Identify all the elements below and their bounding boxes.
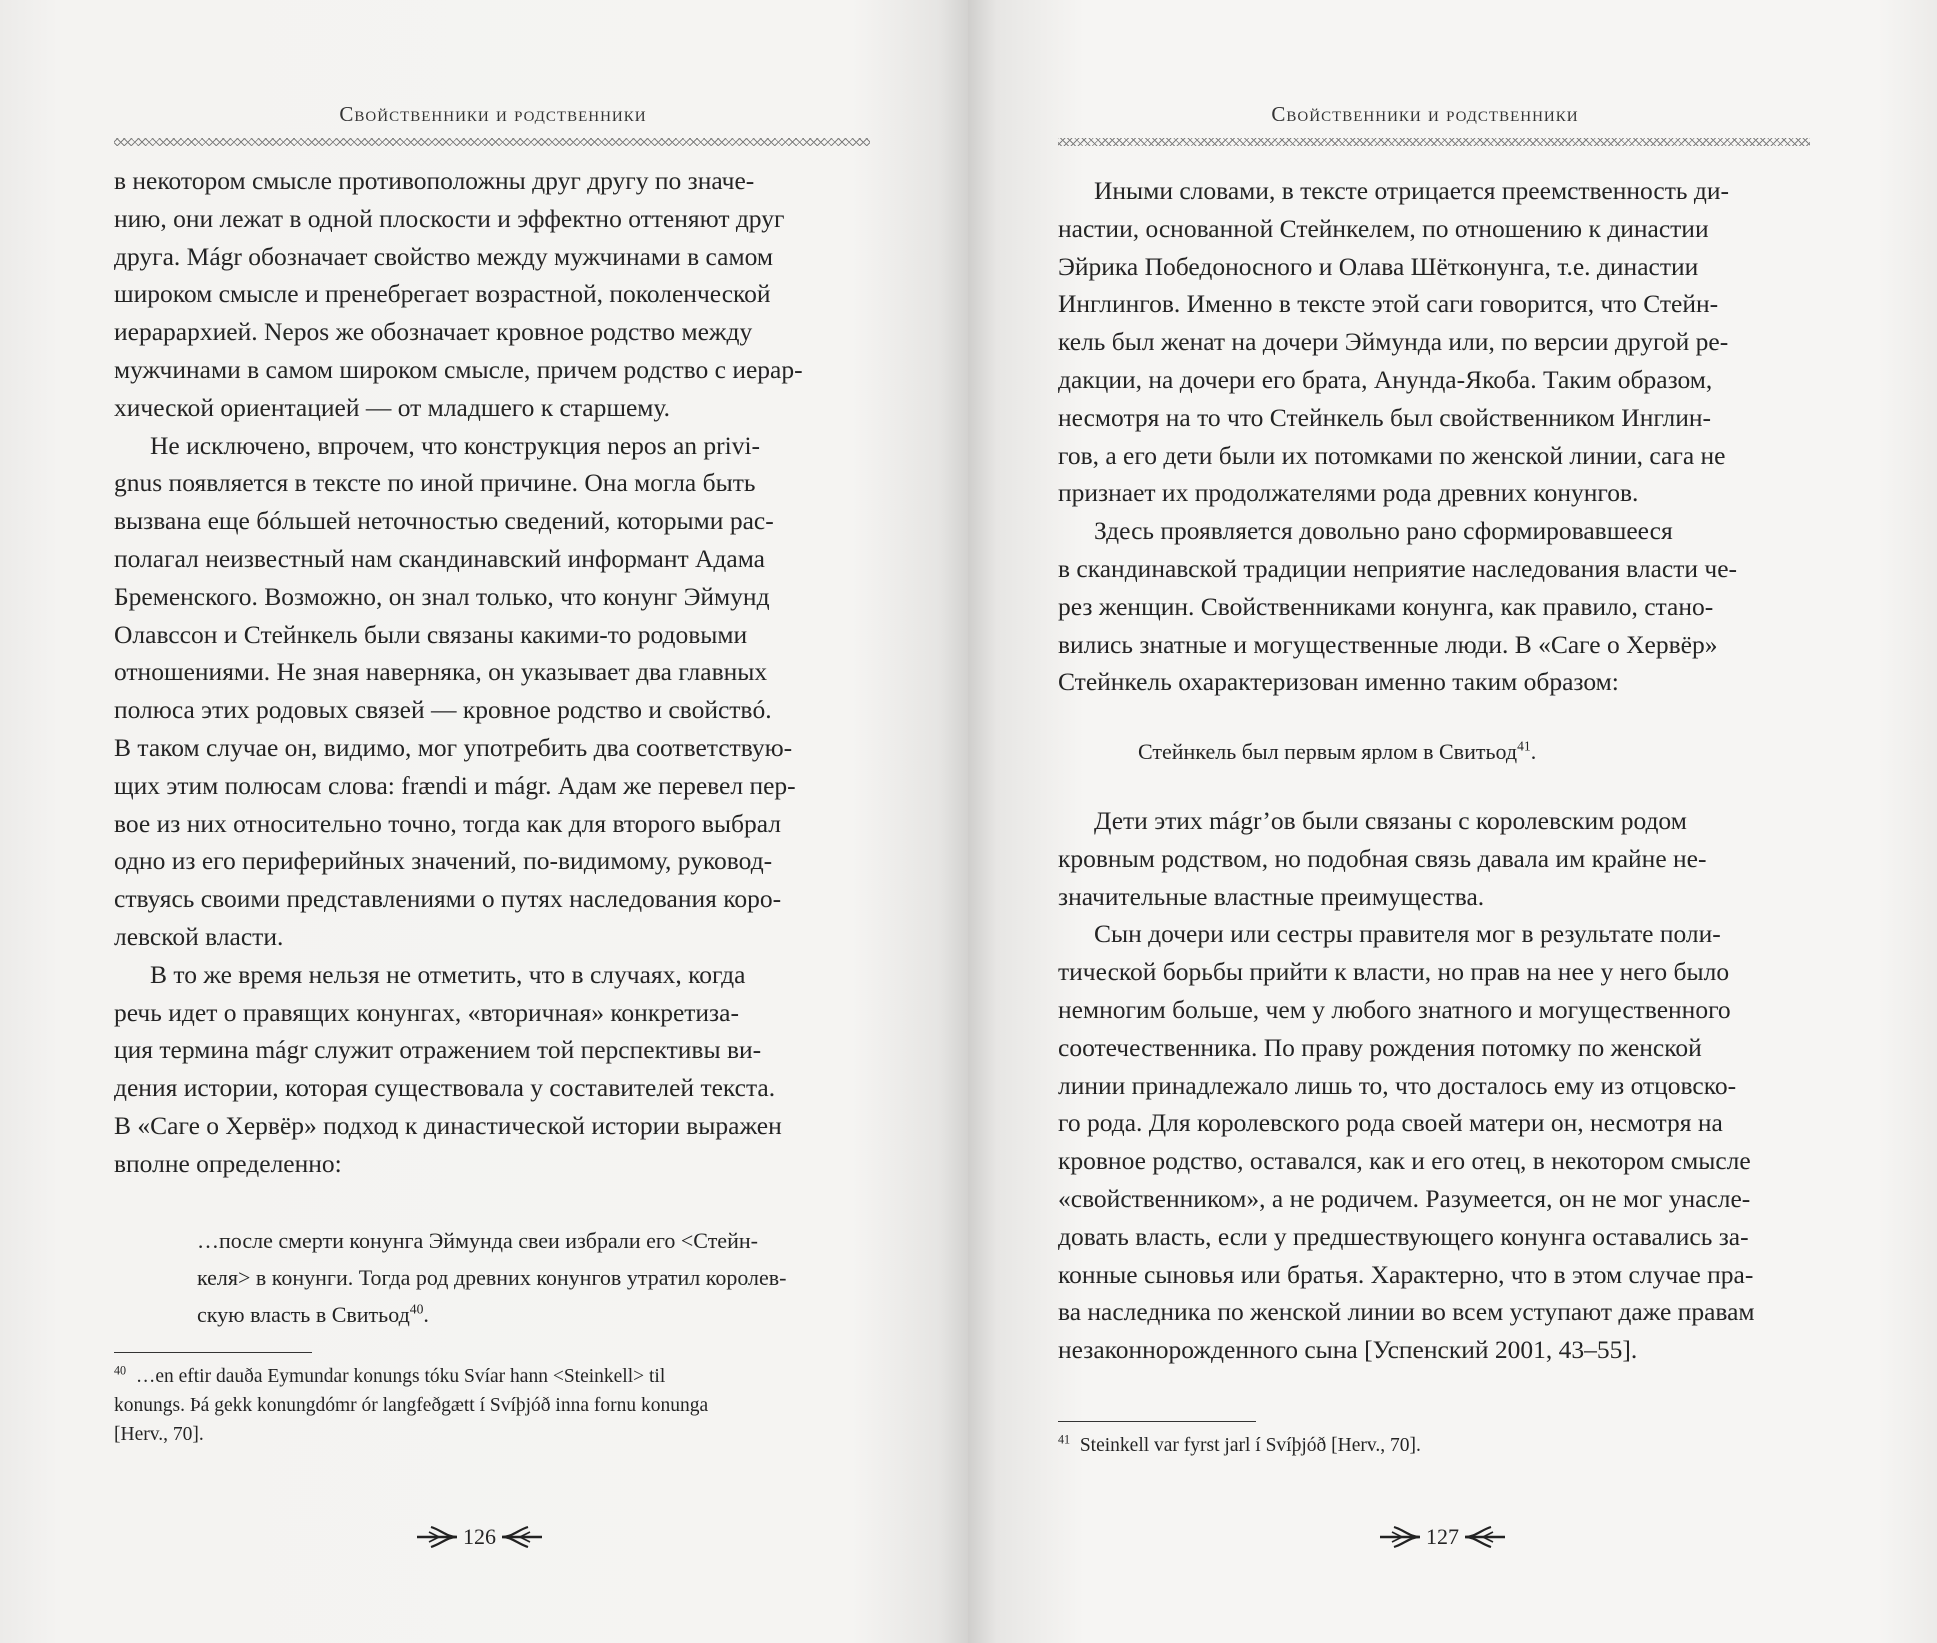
text-line: речь идет о правящих конунгах, «вторичная» конкретиза- xyxy=(114,997,739,1027)
text-line: конные сыновья или братья. Характерно, что в этом случае пра- xyxy=(1058,1259,1754,1289)
running-header: Свойственники и родственники xyxy=(1271,102,1579,126)
text-line: Олавссон и Стейнкель были связаны какими-то родовыми xyxy=(114,619,748,649)
text-line: тической борьбы прийти к власти, но прав на нее у него было xyxy=(1058,957,1730,987)
text-line: признает их продолжателями рода древних конунгов. xyxy=(1058,478,1639,508)
text-line: иерарархией. Nepos же обозначает кровное родство между xyxy=(114,317,753,347)
text-line: гов, а его дети были их потомками по женской линии, сага не xyxy=(1058,440,1726,470)
text-line: Бременского. Возможно, он знал только, что конунг Эймунд xyxy=(114,581,770,611)
page-number: 126 xyxy=(463,1524,496,1549)
running-header: Свойственники и родственники xyxy=(339,102,647,126)
text-line: мужчинами в самом широком смысле, причем родство с иерар- xyxy=(114,354,803,384)
quote-line: Стейнкель был первым ярлом в Свитьод$^{41}$. xyxy=(1138,738,1537,764)
text-line: в скандинавской традиции неприятие наследования власти че- xyxy=(1058,553,1738,583)
text-line: немногим больше, чем у любого знатного и могущественного xyxy=(1058,994,1731,1024)
footnote-line: konungs. Þá gekk konungdómr ór langfeðgætt í Svíþjóð inna fornu konunga xyxy=(114,1395,709,1416)
footnote-line: $^{41}$ Steinkell var fyrst jarl í Svíþjóð [Herv., 70]. xyxy=(1058,1432,1421,1456)
footnote-line: $^{40}$ …en eftir dauða Eymundar konungs tóku Svíar hann <Steinkell> til xyxy=(114,1363,666,1387)
text-line: Инглингов. Именно в тексте этой саги говорится, что Стейн- xyxy=(1058,289,1719,319)
text-line: gnus появляется в тексте по иной причине. Она могла быть xyxy=(114,468,756,498)
quote-line: …после смерти конунга Эймунда свеи избрали его <Стейн- xyxy=(197,1228,758,1253)
block-quote xyxy=(1138,733,1810,770)
text-line: В таком случае он, видимо, мог употребить два соответствую- xyxy=(114,732,793,762)
text-line: ция термина mágr служит отражением той перспективы ви- xyxy=(114,1035,762,1065)
text-line: Здесь проявляется довольно рано сформировавшееся xyxy=(1094,516,1673,546)
text-line: полюса этих родовых связей — кровное родство и свойствó. xyxy=(114,695,772,725)
footnote xyxy=(114,1362,871,1449)
text-line: соотечественника. По праву рождения потомку по женской xyxy=(1058,1032,1702,1062)
text-line: одно из его периферийных значений, по-видимому, руковод- xyxy=(114,846,773,876)
text-line: несмотря на то что Стейнкель был свойственником Инглин- xyxy=(1058,402,1712,432)
text-line: ствуясь своими представлениями о путях наследования коро- xyxy=(114,884,782,914)
quote-line: скую власть в Свитьод$^{40}$. xyxy=(197,1301,429,1327)
folio-ornament-right-icon xyxy=(500,1524,542,1550)
text-line: незаконнорожденного сына [Успенский 2001, 43–55]. xyxy=(1058,1335,1638,1365)
text-line: кровное родство, оставался, как и его отец, в некотором смысле xyxy=(1058,1146,1751,1176)
text-line: настии, основанной Стейнкелем, по отношению к династии xyxy=(1058,213,1709,243)
page-number-ornament xyxy=(1380,1519,1505,1555)
text-line: в некотором смысле противоположны друг другу по значе- xyxy=(114,166,755,195)
page-number: 127 xyxy=(1426,1524,1459,1549)
text-line: кровным родством, но подобная связь давала им крайне не- xyxy=(1058,843,1707,873)
folio-ornament-left-icon xyxy=(1380,1524,1422,1550)
text-line: Иными словами, в тексте отрицается преемственность ди- xyxy=(1094,176,1730,205)
text-line: Сын дочери или сестры правителя мог в результате поли- xyxy=(1094,919,1721,949)
text-line: нию, они лежат в одной плоскости и эффектно оттеняют друг xyxy=(114,203,785,233)
text-line: рез женщин. Свойственниками конунга, как правило, стано- xyxy=(1058,591,1714,621)
folio-ornament-right-icon xyxy=(1463,1524,1505,1550)
block-quote xyxy=(197,1222,871,1333)
text-line: левской власти. xyxy=(114,921,284,951)
text-line: хической ориентацией — от младшего к старшему. xyxy=(114,392,671,422)
text-line: вполне определенно: xyxy=(114,1148,342,1178)
footnote-separator xyxy=(1058,1421,1256,1422)
text-line: дения истории, которая существовала у составителей текста. xyxy=(114,1073,776,1103)
text-line: друга. Mágr обозначает свойство между мужчинами в самом xyxy=(114,241,773,271)
text-line: довать власть, если у предшествующего конунга оставались за- xyxy=(1058,1221,1749,1251)
text-line: полагал неизвестный нам скандинавский информант Адама xyxy=(114,543,765,573)
folio-ornament-left-icon xyxy=(417,1524,459,1550)
footnote-separator xyxy=(114,1352,312,1353)
text-line: «свойственником», а не родичем. Разумеется, он не мог унасле- xyxy=(1058,1183,1751,1213)
text-line: ва наследника по женской линии во всем уступают даже правам xyxy=(1058,1297,1755,1327)
footnote-reference: 40 xyxy=(409,1301,424,1317)
ornamental-rule xyxy=(1058,138,1810,146)
text-line: Стейнкель охарактеризован именно таким образом: xyxy=(1058,667,1619,697)
text-line: щих этим полюсам слова: frændi и mágr. Адам же перевел пер- xyxy=(114,770,796,800)
text-line: вызвана еще бóльшей неточностью сведений, которыми рас- xyxy=(114,506,774,536)
text-line: отношениями. Не зная наверняка, он указывает два главных xyxy=(114,657,768,687)
text-line: кель был женат на дочери Эймунда или, по версии другой ре- xyxy=(1058,327,1729,357)
body-text xyxy=(1058,802,1810,1369)
text-line: вились знатные и могущественные люди. В «Саге о Хервёр» xyxy=(1058,629,1718,659)
text-line: широком смысле и пренебрегает возрастной, поколенческой xyxy=(114,279,771,309)
left-page xyxy=(0,0,968,1643)
body-text xyxy=(1058,172,1810,701)
text-line: Эйрика Победоносного и Олава Шётконунга, т.е. династии xyxy=(1058,251,1699,281)
text-line: го рода. Для королевского рода своей матери он, несмотря на xyxy=(1058,1108,1723,1138)
body-text xyxy=(114,162,871,1183)
footnote-number: 41 xyxy=(1058,1432,1071,1447)
text-line: В «Саге о Хервёр» подход к династической истории выражен xyxy=(114,1110,782,1140)
text-line: дакции, на дочери его брата, Анунда-Якоба. Таким образом, xyxy=(1058,364,1713,394)
text-line: Дети этих mágr’ов были связаны с королевским родом xyxy=(1094,806,1687,835)
text-line: вое из них относительно точно, тогда как для второго выбрал xyxy=(114,808,782,838)
text-line: В то же время нельзя не отметить, что в случаях, когда xyxy=(150,959,746,989)
footnote-reference: 41 xyxy=(1517,738,1531,754)
footnote-line: [Herv., 70]. xyxy=(114,1424,204,1445)
ornamental-rule xyxy=(114,138,870,146)
text-line: линии принадлежало лишь то, что досталось ему из отцовско- xyxy=(1058,1070,1737,1100)
footnote-number: 40 xyxy=(114,1363,127,1378)
quote-line: келя> в конунги. Тогда род древних конунгов утратил королев- xyxy=(197,1265,787,1290)
right-page xyxy=(968,0,1937,1643)
text-line: Не исключено, впрочем, что конструкция nepos an privi- xyxy=(150,430,761,460)
footnote xyxy=(1058,1431,1810,1460)
text-line: значительные властные преимущества. xyxy=(1058,881,1485,911)
page-number-ornament xyxy=(417,1519,542,1555)
